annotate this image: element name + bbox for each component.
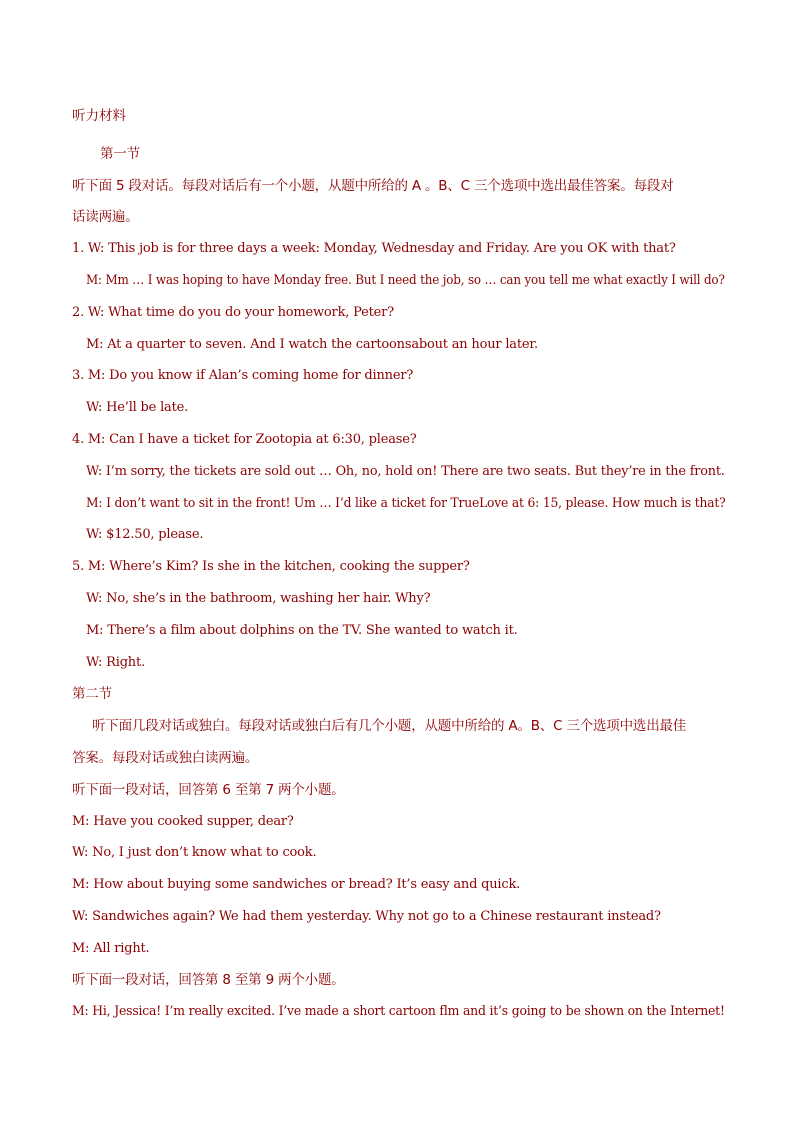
dialogue5-man-2: M: There’s a film about dolphins on the TV. She wanted to watch it. <box>86 623 518 638</box>
conversation-line: M: Have you cooked supper, dear? <box>72 814 294 829</box>
section1-instruction-line2: 话读两遍。 <box>72 209 139 225</box>
conversation-line: W: No, I just don’t know what to cook. <box>72 845 317 860</box>
conversation-line: M: How about buying some sandwiches or bread? It’s easy and quick. <box>72 877 521 892</box>
dialogue3-man: 3. M: Do you know if Alan’s coming home for dinner? <box>72 368 414 383</box>
conversation-line: M: Hi, Jessica! I’m really excited. I’ve made a short cartoon flm and it’s going to be shown on the Internet! <box>72 1004 725 1019</box>
dialogue2-man: M: At a quarter to seven. And I watch the cartoonsabout an hour later. <box>86 337 538 352</box>
conversation-line: W: Sandwiches again? We had them yesterday. Why not go to a Chinese restaurant instead? <box>72 909 661 924</box>
dialogue3-woman: W: He’ll be late. <box>86 400 189 415</box>
dialogue1-woman: 1. W: This job is for three days a week: Monday, Wednesday and Friday. Are you OK with that? <box>72 241 676 256</box>
dialogue4-woman-2: W: $12.50, please. <box>86 527 204 542</box>
dialogue4-man-2: M: I don’t want to sit in the front! Um … I’d like a ticket for TrueLove at 6: 15, please. How much is that? <box>86 496 726 511</box>
dialogue2-woman: 2. W: What time do you do your homework, Peter? <box>72 305 394 320</box>
dialogue5-woman-1: W: No, she’s in the bathroom, washing her hair. Why? <box>86 591 431 606</box>
section2-instruction-line2: 答案。每段对话或独白读两遍。 <box>72 750 259 766</box>
section2-heading: 第二节 <box>72 686 112 702</box>
conversation-line: M: All right. <box>72 941 150 956</box>
section1-instruction-line1: 听下面 5 段对话。每段对话后有一个小题，从题中所给的 A 。B、C 三个选项中选出最佳答案。每段对 <box>72 178 674 194</box>
prompt-questions-6-7: 听下面一段对话，回答第 6 至第 7 两个小题。 <box>72 782 345 798</box>
dialogue5-man-1: 5. M: Where’s Kim? Is she in the kitchen, cooking the supper? <box>72 559 470 574</box>
dialogue4-man-1: 4. M: Can I have a ticket for Zootopia at 6:30, please? <box>72 432 417 447</box>
prompt-questions-8-9: 听下面一段对话，回答第 8 至第 9 两个小题。 <box>72 972 345 988</box>
section1-heading: 第一节 <box>100 146 140 162</box>
dialogue4-woman-1: W: I’m sorry, the tickets are sold out … Oh, no, hold on! There are two seats. But they’re in the front. <box>86 464 725 479</box>
section2-instruction-line1: 听下面几段对话或独白。每段对话或独白后有几个小题，从题中所给的 A。B、C 三个选项中选出最佳 <box>92 718 687 734</box>
dialogue5-woman-2: W: Right. <box>86 655 145 670</box>
page-title: 听力材料 <box>72 108 126 124</box>
dialogue1-man: M: Mm … I was hoping to have Monday free. But I need the job, so … can you tell me what exactly I will do? <box>86 273 725 288</box>
